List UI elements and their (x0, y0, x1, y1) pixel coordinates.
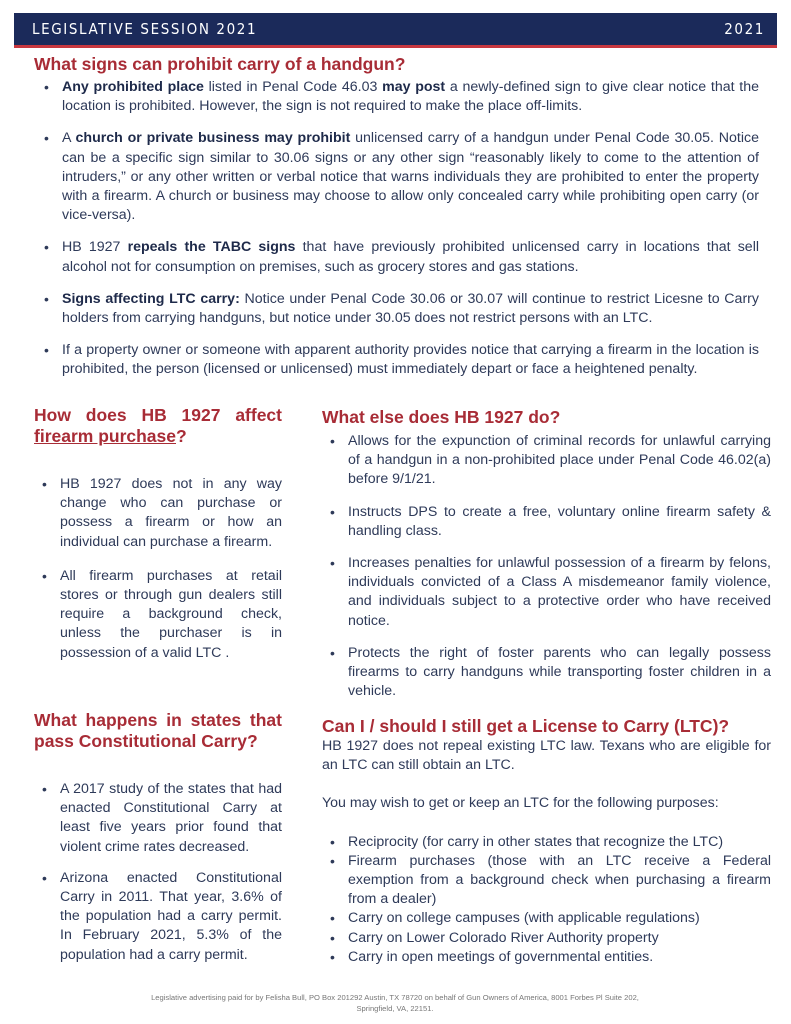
list-item: • Protects the right of foster parents who can legally possess firearms to carry handguns while transporting foster children in a vehicle. (330, 644, 771, 702)
list-item: • Allows for the expunction of criminal records for unlawful carrying of a handgun in a non-prohibited place under Penal Code 46.02(a) before 9/1/21. (330, 432, 771, 490)
text: A (62, 130, 76, 147)
list-item: • A 2017 study of the states that had enacted Constitutional Carry at least five years prior found that violent crime rates decreased. (42, 780, 282, 857)
ltc-purposes-list (330, 833, 771, 967)
session-year: 2021 (724, 20, 765, 38)
ltc-purposes-intro: You may wish to get or keep an LTC for the following purposes: (322, 795, 719, 812)
bold-text: Any prohibited place (62, 79, 204, 95)
ltc-section (322, 716, 771, 967)
list-item (44, 238, 759, 276)
text: unlicensed carry of a handgun under Penal Code 30.05. Notice can be a specific sign similar to 30.06 signs or any other sign “reasonably likely to come to the attention of intruders,” or any other written or verbal notice that warns individuals they are prohibited to enter the property with a firearm. A church or business may choose to allow only concealed carry while prohibiting open carry (or vice-versa). (62, 130, 759, 224)
text: listed in Penal Code 46.03 (203, 79, 383, 95)
list-item (44, 78, 759, 116)
list-item: • Carry on Lower Colorado River Authority property (330, 929, 771, 948)
signs-heading: What signs can prohibit carry of a handgun? (34, 54, 406, 74)
bold-text: church or private business may prohibit (75, 130, 351, 147)
purchase-section (34, 405, 282, 678)
signs-list (44, 78, 759, 380)
list-item: • Instructs DPS to create a free, voluntary online firearm safety & handling class. (330, 503, 771, 541)
else-heading: What else does HB 1927 do? (322, 407, 561, 427)
list-item: • All firearm purchases at retail stores or through gun dealers still require a background check, unless the purchaser is in possession of a valid LTC . (42, 567, 282, 663)
bold-text: may post (382, 79, 446, 95)
firearm-purchase-link[interactable]: firearm purchase (34, 426, 177, 446)
footer-disclaimer: Legislative advertising paid for by Felisha Bull, PO Box 201292 Austin, TX 78720 on behalf of Gun Owners of America, 8001 Forbes Pl Suite 202, Springfield, VA, 22151. (151, 993, 639, 1013)
else-list (330, 432, 771, 701)
text: If a property owner or someone with apparent authority provides notice that carrying a firearm in the location is prohibited, the person (licensed or unlicensed) must immediately depart or face a heightened penalty. (62, 342, 759, 378)
text: Notice under Penal Code 30.06 or 30.07 will continue to restrict Licesne to Carry holders from carrying handguns, but notice under 30.05 does not restrict persons with an LTC. (62, 290, 759, 327)
list-item: • Reciprocity (for carry in other states that recognize the LTC) (330, 833, 771, 852)
list-item (44, 341, 759, 379)
ltc-heading: Can I / should I still get a License to Carry (LTC)? (322, 716, 730, 736)
states-list (42, 780, 282, 965)
session-title: LEGISLATIVE SESSION 2021 (32, 20, 258, 38)
list-item (44, 290, 759, 328)
heading-text: How does HB 1927 affect (34, 405, 282, 425)
list-item: • Carry in open meetings of governmental entities. (330, 948, 771, 967)
text: that have previously prohibited unlicensed carry in locations that sell alcohol not for consumption on premises, such as grocery stores and gas stations. (62, 239, 760, 275)
heading-text: ? (176, 426, 187, 446)
header-banner (14, 13, 777, 48)
list-item: • Increases penalties for unlawful possession of a firearm by felons, individuals convicted of a Class A misdemeanor family violence, and individuals subject to a protective order who have received notice. (330, 554, 771, 631)
list-item: • Arizona enacted Constitutional Carry in 2011. That year, 3.6% of the population had a carry permit. In February 2021, 5.3% of the population had a carry permit. (42, 869, 282, 965)
list-item: • HB 1927 does not in any way change who can purchase or possess a firearm or how an individual can purchase a firearm. (42, 475, 282, 552)
signs-section (34, 54, 759, 393)
else-section (322, 407, 771, 714)
text: a newly-defined sign to give clear notice that the location is prohibited. However, the sign is not required to make the place off-limits. (62, 79, 759, 115)
text: HB 1927 (62, 239, 128, 256)
purchase-list (42, 475, 282, 663)
purchase-heading (34, 405, 282, 447)
bold-text: Signs affecting LTC carry: (62, 290, 240, 307)
states-section (34, 710, 282, 977)
list-item (44, 129, 759, 225)
ltc-intro: HB 1927 does not repeal existing LTC law. Texans who are eligible for an LTC can still obtain an LTC. (322, 738, 771, 774)
list-item: • Firearm purchases (those with an LTC receive a Federal exemption from a background check when purchasing a firearm from a dealer) (330, 852, 771, 910)
list-item: • Carry on college campuses (with applicable regulations) (330, 909, 771, 928)
bold-text: repeals the TABC signs (127, 239, 296, 256)
states-heading: What happens in states that pass Constitutional Carry? (34, 710, 282, 751)
